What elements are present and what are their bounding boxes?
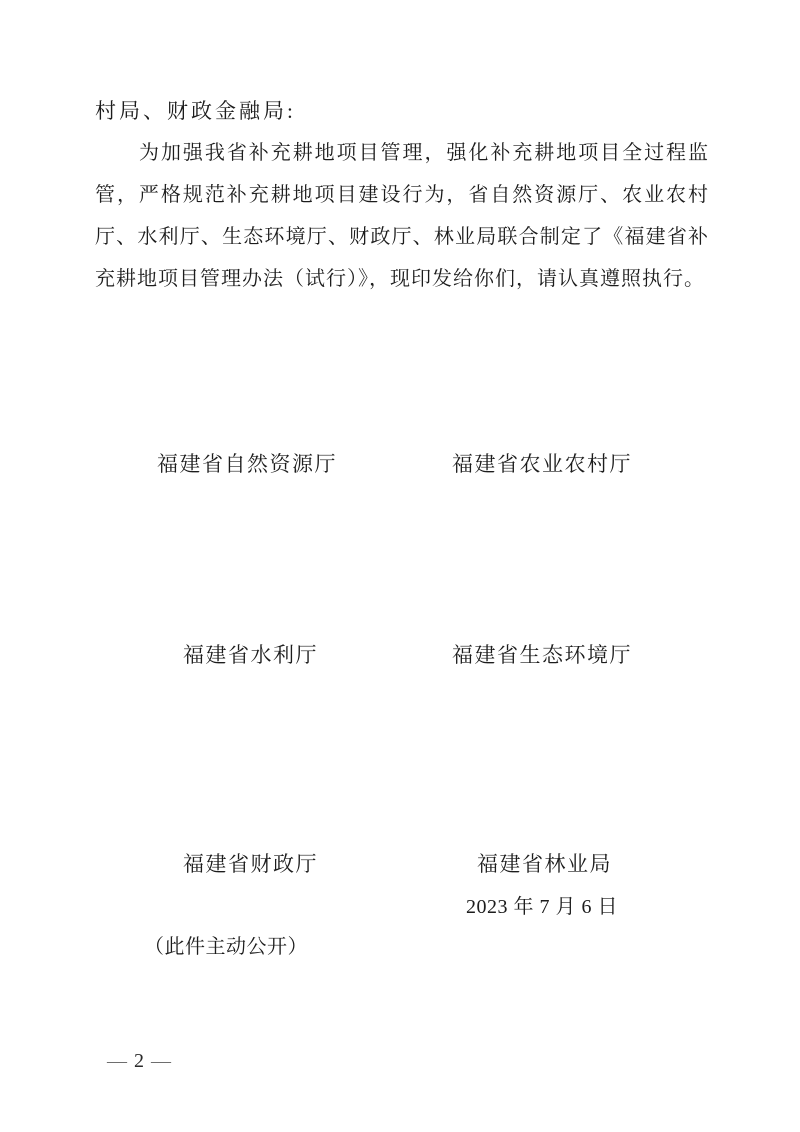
body-line-4: 充耕地项目管理办法（试行）》，现印发给你们，请认真遵照执行。 bbox=[95, 268, 705, 290]
signature-agriculture-rural-dept: 福建省农业农村厅 bbox=[452, 452, 632, 476]
signature-ecology-environment-dept: 福建省生态环境厅 bbox=[452, 643, 632, 667]
signature-forestry-bureau: 福建省林业局 bbox=[477, 852, 612, 876]
page-number-dash-left: — bbox=[107, 1050, 127, 1072]
signature-finance-dept: 福建省财政厅 bbox=[183, 852, 318, 876]
page-number-value: 2 bbox=[134, 1050, 144, 1072]
page-number bbox=[107, 1051, 171, 1071]
body-line-2: 管，严格规范补充耕地项目建设行为，省自然资源厅、农业农村 bbox=[95, 184, 708, 206]
salutation-line: 村局、财政金融局: bbox=[95, 99, 296, 123]
signature-water-resources-dept: 福建省水利厅 bbox=[183, 643, 318, 667]
body-line-1: 为加强我省补充耕地项目管理，强化补充耕地项目全过程监 bbox=[139, 142, 708, 164]
signature-natural-resources-dept: 福建省自然资源厅 bbox=[157, 452, 337, 476]
document-date: 2023 年 7 月 6 日 bbox=[466, 896, 618, 918]
page-number-dash-right: — bbox=[151, 1050, 171, 1072]
letter-body bbox=[95, 90, 708, 300]
body-line-3: 厅、水利厅、生态环境厅、财政厅、林业局联合制定了《福建省补 bbox=[95, 226, 708, 248]
disclosure-note: （此件主动公开） bbox=[144, 936, 308, 958]
